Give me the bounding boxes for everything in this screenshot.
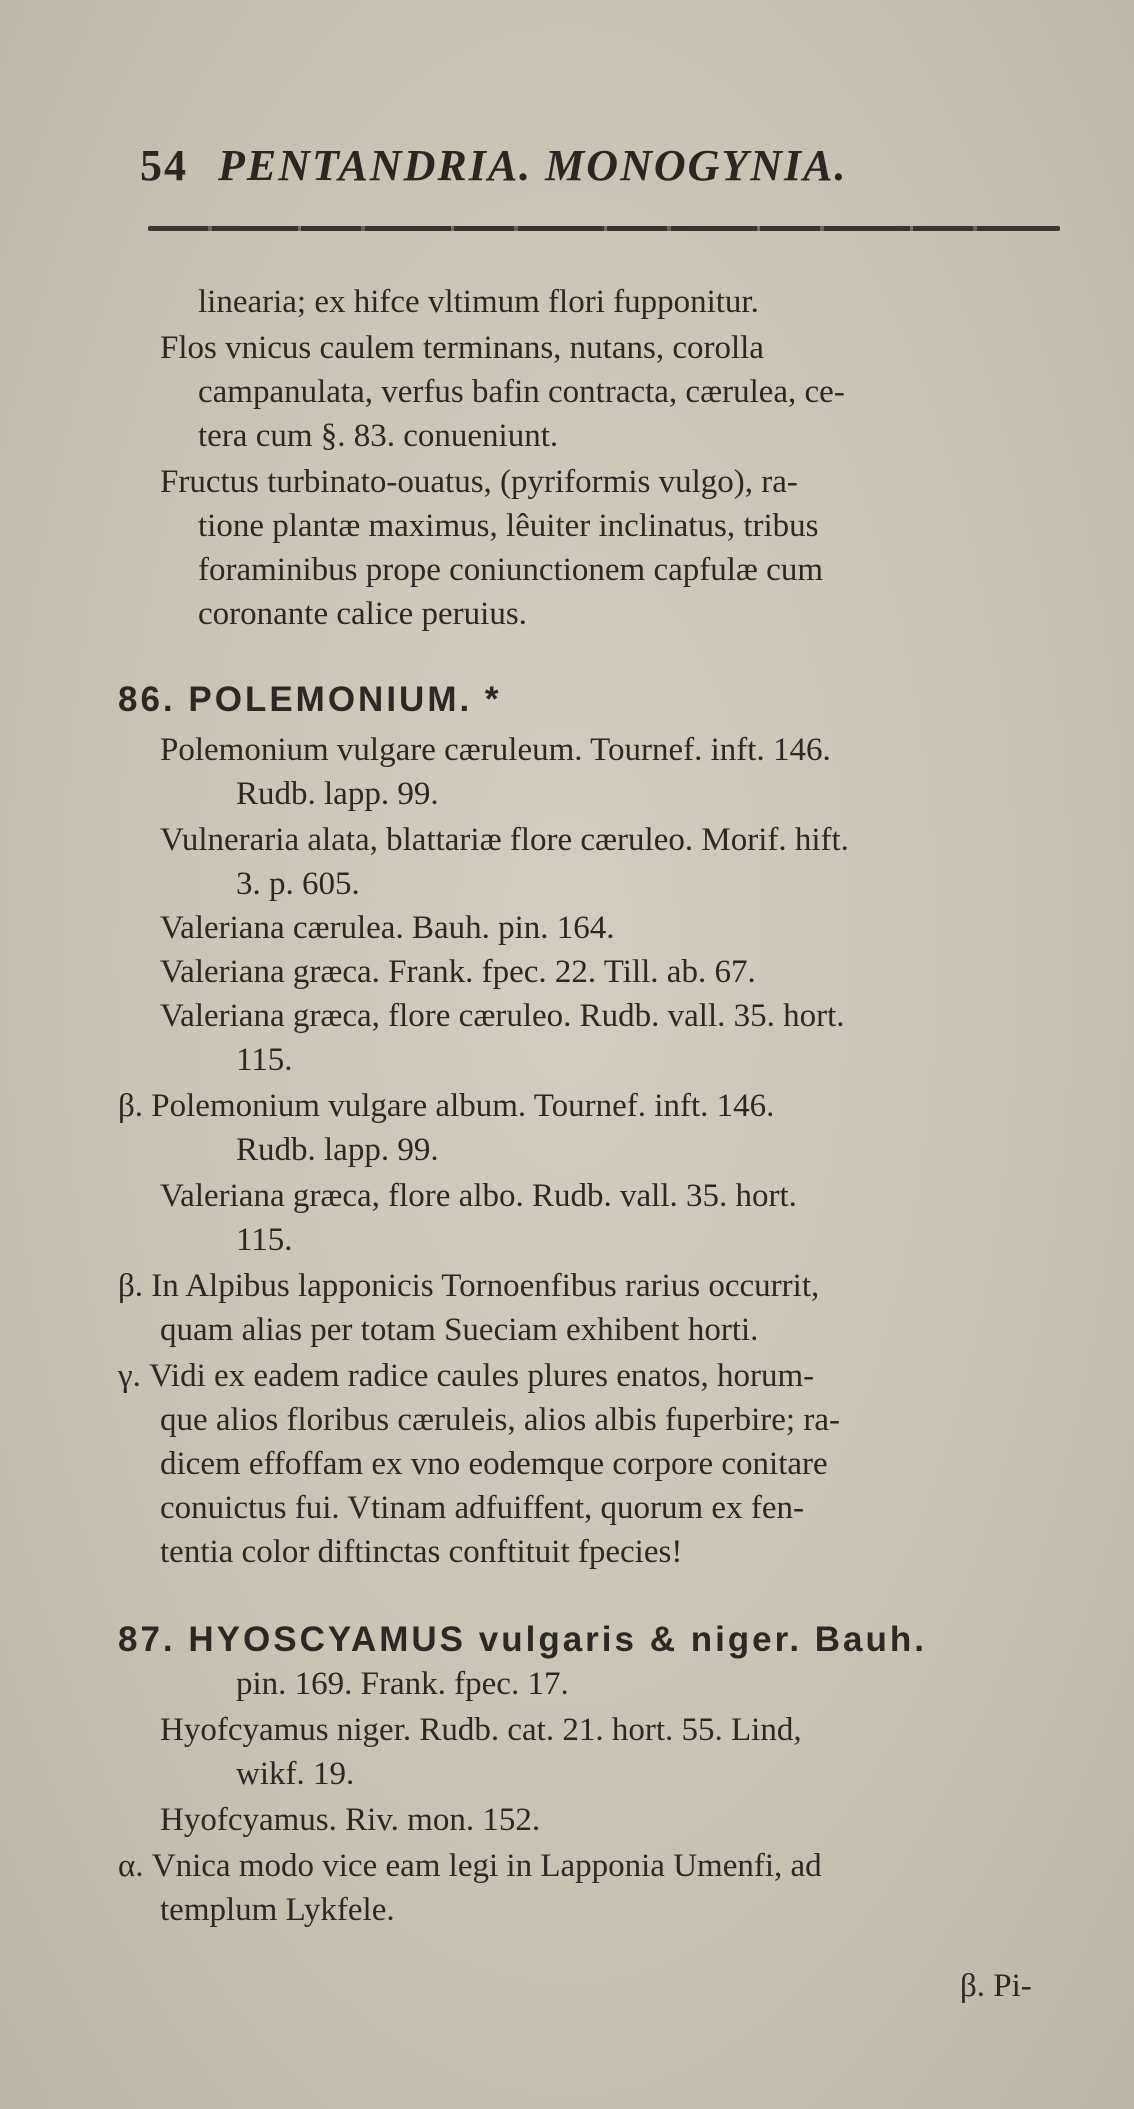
text-line: foraminibus prope coniunctionem capfulæ cum (198, 552, 824, 588)
text-line: Flos vnicus caulem terminans, nutans, corolla (160, 330, 764, 366)
text-line: templum Lykfele. (160, 1892, 395, 1928)
page-number: 54 (140, 141, 188, 190)
entry-heading: 87. HYOSCYAMUS vulgaris & niger. Bauh. (118, 1620, 928, 1659)
text-line: 115. (236, 1222, 293, 1258)
text-line: β. In Alpibus lapponicis Tornoenfibus rarius occurrit, (118, 1268, 820, 1304)
text-line: Hyofcyamus niger. Rudb. cat. 21. hort. 55. Lind, (160, 1712, 802, 1748)
text-line: Vulneraria alata, blattariæ flore cæruleo. Morif. hift. (160, 822, 849, 858)
text-line: Valeriana græca, flore cæruleo. Rudb. vall. 35. hort. (160, 998, 845, 1034)
text-line: tentia color diftinctas conftituit fpecies! (160, 1534, 683, 1570)
text-line: pin. 169. Frank. fpec. 17. (236, 1666, 569, 1702)
text-line: quam alias per totam Sueciam exhibent horti. (160, 1312, 759, 1348)
header-rule (148, 226, 1060, 231)
text-line: Rudb. lapp. 99. (236, 1132, 439, 1168)
text-line: Polemonium vulgare cæruleum. Tournef. inft. 146. (160, 732, 831, 768)
text-line: wikf. 19. (236, 1756, 355, 1792)
text-line: Valeriana cærulea. Bauh. pin. 164. (160, 910, 615, 946)
text-line: linearia; ex hifce vltimum flori fupponitur. (198, 284, 759, 320)
text-line: Valeriana græca, flore albo. Rudb. vall. 35. hort. (160, 1178, 797, 1214)
text-line: conuictus fui. Vtinam adfuiffent, quorum ex fen- (160, 1490, 804, 1526)
text-line: tione plantæ maximus, lêuiter inclinatus, tribus (198, 508, 819, 544)
running-header (140, 140, 1060, 200)
text-line: β. Polemonium vulgare album. Tournef. inft. 146. (118, 1088, 775, 1124)
text-line: Rudb. lapp. 99. (236, 776, 439, 812)
text-line: Fructus turbinato-ouatus, (pyriformis vulgo), ra- (160, 464, 798, 500)
text-line: 3. p. 605. (236, 866, 360, 902)
text-line: γ. Vidi ex eadem radice caules plures enatos, horum- (118, 1358, 815, 1394)
catchword: β. Pi- (960, 1968, 1032, 2004)
text-line: tera cum §. 83. conueniunt. (198, 418, 559, 454)
text-line: α. Vnica modo vice eam legi in Lapponia Umenfi, ad (118, 1848, 822, 1884)
text-line: dicem effoffam ex vno eodemque corpore conitare (160, 1446, 828, 1482)
page-title: PENTANDRIA. MONOGYNIA. (218, 141, 848, 190)
text-line: campanulata, verfus bafin contracta, cærulea, ce- (198, 374, 845, 410)
text-line: Hyofcyamus. Riv. mon. 152. (160, 1802, 541, 1838)
entry-heading: 86. POLEMONIUM. * (118, 680, 502, 719)
text-line: coronante calice peruius. (198, 596, 527, 632)
text-line: 115. (236, 1042, 293, 1078)
text-line: que alios floribus cæruleis, alios albis fuperbire; ra- (160, 1402, 840, 1438)
text-line: Valeriana græca. Frank. fpec. 22. Till. ab. 67. (160, 954, 756, 990)
